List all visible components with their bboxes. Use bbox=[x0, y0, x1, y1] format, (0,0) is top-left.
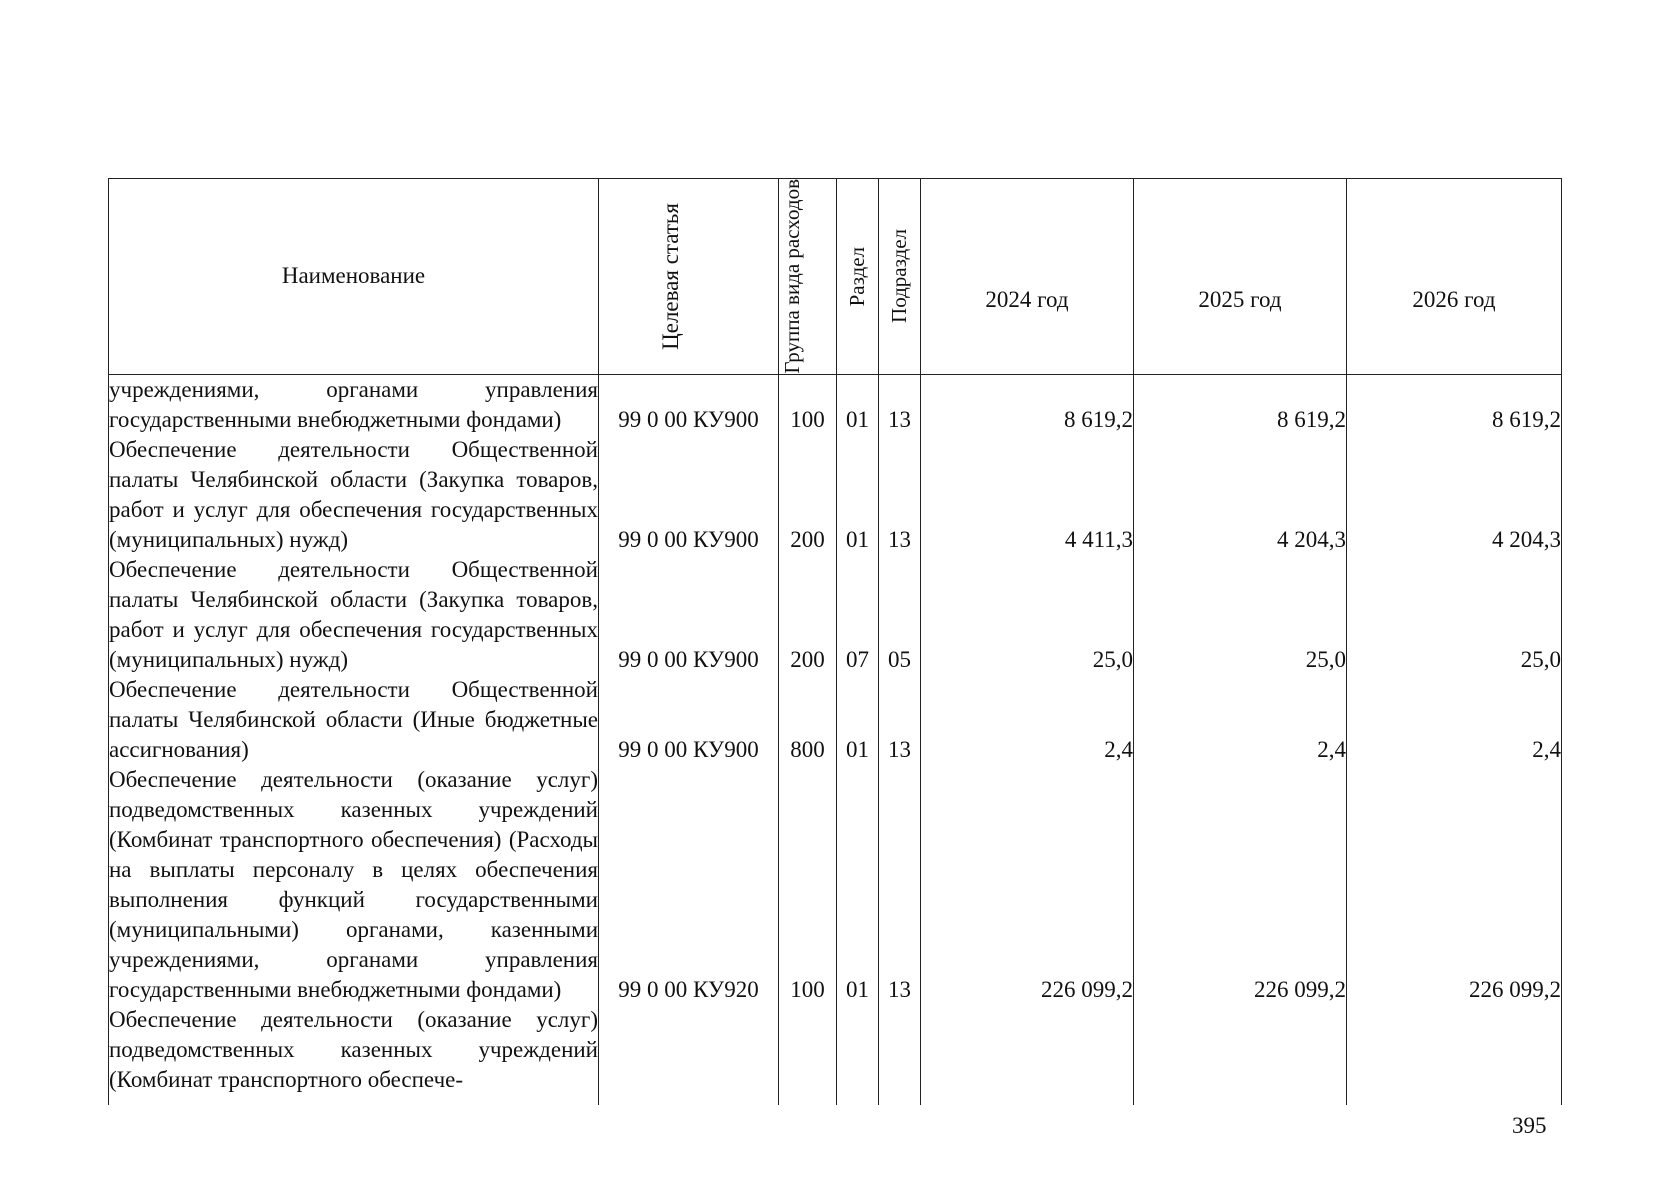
row-name: учреждениями, органами управления государственными внебюджетными фондами) bbox=[109, 374, 599, 435]
table-row bbox=[109, 374, 1562, 435]
row-name: Обеспечение деятельности (оказание услуг) подведомственных казенных учреждений (Комбинат транспортного обеспече- bbox=[109, 1005, 599, 1105]
row-section: 01 bbox=[837, 765, 879, 1005]
header-2025: 2025 год bbox=[1134, 179, 1347, 375]
table-row-partial bbox=[109, 1005, 1562, 1105]
row-2026 bbox=[1347, 1005, 1562, 1105]
row-2025: 226 099,2 bbox=[1134, 765, 1347, 1005]
table-header-row bbox=[109, 179, 1562, 375]
table-row bbox=[109, 435, 1562, 555]
row-subsection: 13 bbox=[879, 765, 921, 1005]
row-2024: 226 099,2 bbox=[921, 765, 1134, 1005]
row-group bbox=[779, 1005, 837, 1105]
header-target: Целевая статья bbox=[599, 179, 779, 375]
row-group: 100 bbox=[779, 374, 837, 435]
row-2026: 2,4 bbox=[1347, 675, 1562, 765]
row-section: 01 bbox=[837, 675, 879, 765]
row-2024 bbox=[921, 1005, 1134, 1105]
row-section: 07 bbox=[837, 555, 879, 675]
row-subsection: 13 bbox=[879, 675, 921, 765]
header-2026: 2026 год bbox=[1347, 179, 1562, 375]
header-2024: 2024 год bbox=[921, 179, 1134, 375]
row-group: 800 bbox=[779, 675, 837, 765]
row-group: 100 bbox=[779, 765, 837, 1005]
row-2024: 4 411,3 bbox=[921, 435, 1134, 555]
row-section: 01 bbox=[837, 435, 879, 555]
row-2025: 25,0 bbox=[1134, 555, 1347, 675]
row-2024: 8 619,2 bbox=[921, 374, 1134, 435]
row-subsection: 13 bbox=[879, 374, 921, 435]
row-subsection bbox=[879, 1005, 921, 1105]
header-name: Наименование bbox=[109, 179, 599, 375]
header-expense-group: Группа вида расходов bbox=[779, 179, 837, 375]
row-subsection: 13 bbox=[879, 435, 921, 555]
row-section: 01 bbox=[837, 374, 879, 435]
row-2024: 25,0 bbox=[921, 555, 1134, 675]
row-target: 99 0 00 КУ900 bbox=[599, 555, 779, 675]
row-name: Обеспечение деятельности Общественной палаты Челябинской области (Закупка товаров, работ и услуг для обеспечения государственных (муниципальных) нужд) bbox=[109, 435, 599, 555]
budget-table bbox=[108, 178, 1562, 1105]
row-group: 200 bbox=[779, 435, 837, 555]
header-subsection: Подраздел bbox=[879, 179, 921, 375]
row-target: 99 0 00 КУ920 bbox=[599, 765, 779, 1005]
row-2026: 4 204,3 bbox=[1347, 435, 1562, 555]
row-subsection: 05 bbox=[879, 555, 921, 675]
row-2024: 2,4 bbox=[921, 675, 1134, 765]
row-group: 200 bbox=[779, 555, 837, 675]
row-name: Обеспечение деятельности Общественной палаты Челябинской области (Иные бюджетные ассигнования) bbox=[109, 675, 599, 765]
table-row bbox=[109, 765, 1562, 1005]
row-name: Обеспечение деятельности (оказание услуг) подведомственных казенных учреждений (Комбинат транспортного обеспечения) (Расходы на выплаты персоналу в целях обеспечения выполнения функций государственными (муниципальными) органами, казенными учреждениями, органами управления государственными внебюджетными фондами) bbox=[109, 765, 599, 1005]
table-row bbox=[109, 675, 1562, 765]
row-2025: 8 619,2 bbox=[1134, 374, 1347, 435]
row-name: Обеспечение деятельности Общественной палаты Челябинской области (Закупка товаров, работ и услуг для обеспечения государственных (муниципальных) нужд) bbox=[109, 555, 599, 675]
row-2025: 4 204,3 bbox=[1134, 435, 1347, 555]
row-2026: 226 099,2 bbox=[1347, 765, 1562, 1005]
row-section bbox=[837, 1005, 879, 1105]
row-2025: 2,4 bbox=[1134, 675, 1347, 765]
row-target bbox=[599, 1005, 779, 1105]
row-2026: 25,0 bbox=[1347, 555, 1562, 675]
header-section: Раздел bbox=[837, 179, 879, 375]
row-2025 bbox=[1134, 1005, 1347, 1105]
table-row bbox=[109, 555, 1562, 675]
row-2026: 8 619,2 bbox=[1347, 374, 1562, 435]
row-target: 99 0 00 КУ900 bbox=[599, 675, 779, 765]
row-target: 99 0 00 КУ900 bbox=[599, 374, 779, 435]
row-target: 99 0 00 КУ900 bbox=[599, 435, 779, 555]
page-number: 395 bbox=[1512, 1113, 1547, 1138]
